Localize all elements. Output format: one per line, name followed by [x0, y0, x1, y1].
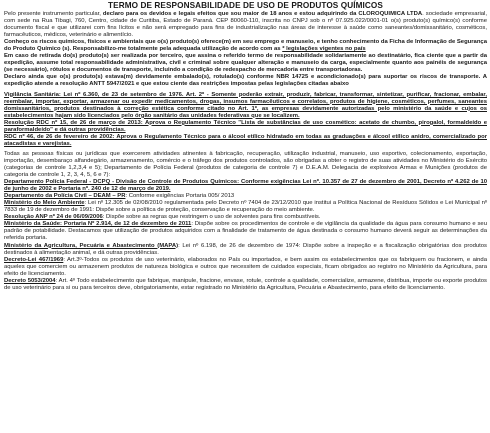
- text-run: * legislações vigentes no país: [282, 46, 366, 53]
- document-title: TERMO DE RESPONSABILIDADE DE USO DE PRODUTOS QUÍMICOS: [108, 1, 383, 10]
- paragraph-intro: [4, 11, 487, 39]
- text-run: : Dispõe sobre as regras que restringem o uso de solventes para fins combustíveis.: [102, 214, 321, 221]
- paragraph-saude: [4, 221, 487, 242]
- paragraph-rdc-46: [4, 134, 487, 148]
- text-run: declaro para os devidos e legais efeitos que sou maior de 18 anos e estou adquirindo da: [102, 11, 359, 17]
- text-run: . sociedade empresarial, com sede na Rua Tibagi, 760, Centro, cidade de Curitiba, Estado de Paraná. CEP 80060-110, inscrita no CNPJ sob o nº 07.925.022/0001-01 o(s) produto(s) químico(s) conforme documento fiscal e que utilizarei com fins lícitos e não será empregado para fins de industrialização nas áreas de interesse à saúde como saneantes/domissanitário, cosméticos, farmacêuticos, médicos, veterinário e alimentício.: [4, 11, 487, 39]
- text-run: Conheço os riscos químicos, físicos e ambientais que o(s) produto(s) oferece(m) em seu emprego e manuseio, e tenho conhecimento da Ficha de Informação de Segurança do Produto Químico (s). Responsabilizo-me totalmente pela adequada utilização de acordo com as: [4, 39, 487, 53]
- text-run: Departamento da Polícia Civil – DEAM – PR: [4, 193, 126, 200]
- text-run: Ministério da Saúde: Portaria Nº 2.914, de 12 de dezembro de 2011: [4, 221, 192, 228]
- paragraph-registration: [4, 151, 487, 179]
- text-run: : Lei nº 6.198, de 26 de dezembro de 1974: Dispõe sobre a inspeção e a fiscalização obrigatórias dos produtos destinados à alimentação animal, e dá outras providências.: [4, 242, 488, 256]
- text-run: Vigilância Sanitária: [4, 91, 59, 98]
- text-run: RDC nº 46, de 26 de fevereiro de 2002: Aprova o Regulamento Técnico para o álcool etílico hidratado em todas as graduações e álcool etílico anidro, comercializado por atacadistas e varejistas.: [4, 133, 487, 147]
- text-run: Decreto 5053/2004: [4, 277, 56, 284]
- text-run: : Lei nº 6.360, de 23 de setembro de 1976. Art. 2º - Somente poderão extrair, produzir, fabricar, transformar, sintetizar, purificar, fracionar, embalar, reembalar, importar, exportar, armazenar ou expedir medicamentos, drogas, insumos farmacêuticos e correlatos, produtos de higiene, cosméticos, perfumes, saneantes domissanitários, produtos destinados à correção estética conforme citado no Art. 1º, as empresas devidamente autorizadas pelo ministério da saúde e cujos os estabelecimentos hajam sido licenciados pelo órgão sanitário das unidades federativas que se localizem.: [4, 91, 487, 119]
- text-run: Todas as pessoas físicas ou jurídicas que exercerem atividades atinentes à fabricação, recuperação, utilização industrial, manuseio, uso esportivo, colecionamento, exportação, importação, desembaraço alfandegário, armazenamento, comércio e o tráfego dos produtos controlados, são obrigadas a obter o registro de suas atividades no Ministério do Exército (categorias de controle 1,2,3,4 e 5); Departamento de Polícia Federal (produtos de categoria de controle 7) e D.E.A.M. Delegacia de explosivos Armas e Munições (produtos de categoria de controle 1, 2, 3, 4, 5, 6 e 7):: [4, 150, 487, 179]
- paragraph-decreto-lei-467: [4, 257, 487, 278]
- paragraph-third-party: [4, 53, 487, 74]
- text-run: Departamento Polícia Federal - DCPQ - Divisão de Controle de Produtos Químicos: Conforme exigências Lei nº. 10.357 de 27 de dezembro de 2001, Decreto nº 4.262 de 10 de junho de 2002 e Portaria nº. 240 de 12 de março de 2019.: [4, 179, 487, 193]
- paragraph-anp: [4, 214, 487, 221]
- paragraph-mapa: [4, 243, 487, 257]
- text-run: : Dispõe sobre os procedimentos de controle e de vigilância da qualidade da água para consumo humano e seu padrão de potabilidade. Destacamos que utilização de produtos adquiridos com a finalidade de tratamento de água destinada o consumo humano deverá seguir as determinações da referida portaria.: [4, 221, 487, 242]
- paragraph-policia-federal: [4, 179, 487, 193]
- text-run: Resolução RDC nº 15, de 26 de março de 2013: Aprova o Regulamento Técnico "Lista de substâncias de uso cosmético: acetato de chumbo, pirogalol, formaldeído e paraformaldeído" e dá outras providências.: [4, 119, 487, 133]
- text-run: Declaro ainda que o(s) produto(s) estava(m) devidamente embalado(s), rotulado(s) conforme NBR 14725 e acondicionado(s) para suportar os riscos de transporte. A expedição atende a resolução ANTT 5947/2021 e que estou ciente das restrições impostas pelas legislações citadas abaixo: [4, 74, 487, 88]
- text-run: Ministério da Agricultura, Pecuária e Abastecimento (MAPA): [4, 242, 179, 249]
- text-run: : Art. 4º Todo estabelecimento que fabrique, manipule, fracione, envase, rotule, controle a qualidade, comercialize, armazene, distribua, importe ou exporte produtos de uso veterinário para si ou para terceiros deve, obrigatoriamente, estar registrado no Ministério da Agricultura, Pecuária e Abastecimento, para efeito de licenciamento.: [4, 277, 487, 291]
- text-run: : Art.3º-Todos os produtos de uso veterinário, elaborados no País ou importados, e bem assim os estabelecimentos que os fabriquem ou fracionem, e ainda aqueles que comerciem ou armazenem produtos de natureza biológica e outros que necessitem de cuidados especiais, ficam obrigados ao registro no Ministério da Agricultura, para efeito de licenciamento.: [4, 256, 487, 277]
- text-run: Em caso de retirada do(s) produto(s) ser realizada por terceiro, que assina o referido termo de responsabilidade solidariamente ao destinatário, fica ciente que a partir da expedição, assume total responsabilidade administrativa, civil e criminal sobre qualquer alteração e manuseio da carga, especialmente quanto aos painéis de segurança (se necessário), rótulos e documentos de transporte, incluindo a condição de redespacho de mercadoria entre transportadoras.: [4, 53, 487, 74]
- text-run: : Conforme exigências Portaria 005/ 2013: [125, 193, 235, 200]
- paragraph-meio-ambiente: [4, 200, 487, 214]
- text-run: Pelo presente instrumento particular,: [4, 11, 103, 17]
- text-run: Decreto-Lei 467/1969: [4, 256, 64, 263]
- paragraph-packaging: [4, 74, 487, 88]
- paragraph-rdc-15: [4, 120, 487, 134]
- text-run: Resolução ANP nº 24 de 06/09/2006: [4, 214, 103, 221]
- text-run: Ministério do Meio Ambiente: [4, 200, 85, 207]
- text-run: CLOROQUIMICA LTDA: [358, 11, 423, 17]
- paragraph-decreto-5053: [4, 278, 487, 292]
- paragraph-risks: [4, 39, 487, 53]
- paragraph-vigilancia: [4, 92, 487, 120]
- text-run: : Lei nº 12.305 de 02/08/2010 regulamentada pelo Decreto nº 7404 de 23/12/2010 que institui a Política Nacional de Resíduos Sólidos e Lei Municipal nº 7833 de 19 de dezembro de 1991: Dispõe sobre a política de proteção, conservação e recuperação do meio ambiente.: [4, 200, 487, 214]
